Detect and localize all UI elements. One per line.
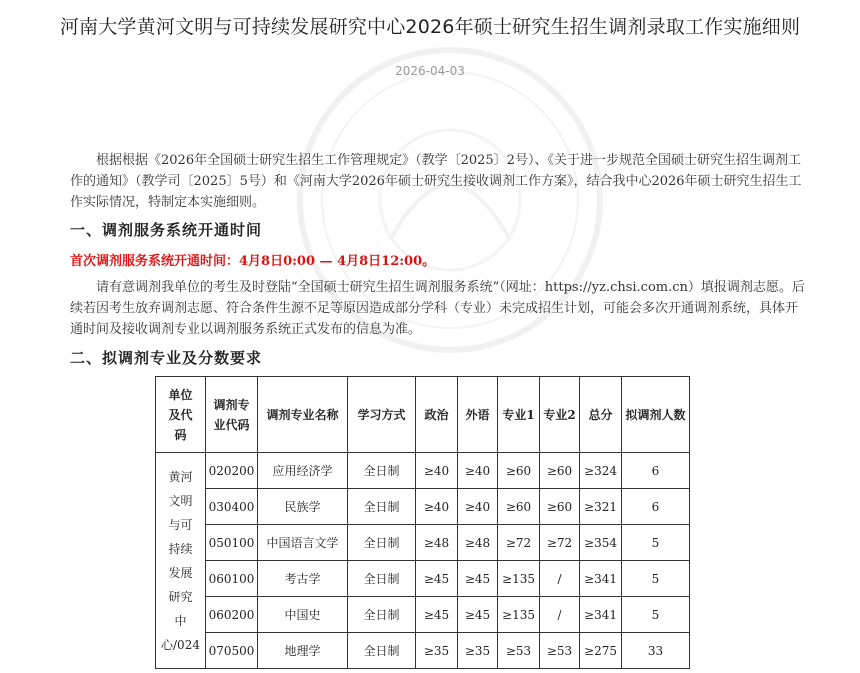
cell-code: 020200 — [206, 453, 258, 489]
cell-major1: ≥53 — [498, 633, 540, 669]
header-code-line: 调剂专 — [213, 397, 250, 412]
cell-name: 民族学 — [258, 489, 348, 525]
cell-foreign: ≥45 — [458, 561, 498, 597]
cell-major2: ≥53 — [540, 633, 580, 669]
unit-line: 持续 — [168, 541, 193, 556]
header-unit-line: 及代 — [168, 407, 193, 422]
table-row — [156, 561, 690, 597]
header-code — [206, 377, 258, 453]
unit-line: 黄河 — [168, 469, 193, 484]
cell-mode: 全日制 — [348, 561, 416, 597]
cell-foreign: ≥40 — [458, 489, 498, 525]
table-row — [156, 453, 690, 489]
page-title: 河南大学黄河文明与可持续发展研究中心2026年硕士研究生招生调剂录取工作实施细则 — [59, 16, 801, 38]
table-header-row — [156, 377, 690, 453]
cell-major2: ≥72 — [540, 525, 580, 561]
cell-politics: ≥45 — [416, 597, 458, 633]
section1-body: 请有意调剂我单位的考生及时登陆“全国硕士研究生招生调剂服务系统”（网址：https://yz.chsi.com.cn）填报调剂志愿。后续若因考生放弃调剂志愿、符合条件生源不足等原因造成部分学科（专业）未完成招生计划，可能会多次开通调剂系统，具体开通时间及接收调剂专业以调剂服务系统正式发布的信息为准。 — [70, 280, 805, 337]
cell-name: 中国语言文学 — [258, 525, 348, 561]
unit-line: 心/024 — [161, 637, 200, 652]
header-unit-line: 码 — [174, 427, 187, 442]
table-row — [156, 597, 690, 633]
unit-line: 研究 — [168, 589, 193, 604]
cell-foreign: ≥40 — [458, 453, 498, 489]
cell-count: 5 — [622, 561, 690, 597]
cell-major1: ≥135 — [498, 561, 540, 597]
cell-count: 33 — [622, 633, 690, 669]
cell-politics: ≥48 — [416, 525, 458, 561]
table-row — [156, 525, 690, 561]
cell-total: ≥324 — [580, 453, 622, 489]
open-time-notice: 首次调剂服务系统开通时间：4月8日0:00 — 4月8日12:00。 — [70, 254, 436, 269]
unit-line: 与可 — [168, 517, 193, 532]
cell-code: 030400 — [206, 489, 258, 525]
cell-major2: ≥60 — [540, 453, 580, 489]
cell-mode: 全日制 — [348, 525, 416, 561]
header-foreign: 外语 — [458, 377, 498, 453]
unit-cell — [156, 453, 206, 669]
cell-total: ≥321 — [580, 489, 622, 525]
cell-code: 060100 — [206, 561, 258, 597]
cell-count: 5 — [622, 525, 690, 561]
section-heading-2: 二、拟调剂专业及分数要求 — [70, 349, 263, 367]
cell-total: ≥341 — [580, 597, 622, 633]
header-code-line: 业代码 — [213, 417, 250, 432]
cell-count: 5 — [622, 597, 690, 633]
intro-paragraph: 根据根据《2026年全国硕士研究生招生工作管理规定》（教学〔2025〕2号）、《关于进一步规范全国硕士研究生招生调剂工作的通知》（教学司〔2025〕5号）和《河南大学2026年硕士研究生接收调剂工作方案》，结合我中心2026年硕士研究生招生工作实际情况，特制定本实施细则。 — [70, 153, 802, 210]
cell-major2: / — [540, 561, 580, 597]
header-unit — [156, 377, 206, 453]
cell-code: 050100 — [206, 525, 258, 561]
cell-name: 考古学 — [258, 561, 348, 597]
header-total: 总分 — [580, 377, 622, 453]
unit-line: 文明 — [168, 493, 193, 508]
header-major2: 专业2 — [540, 377, 580, 453]
section-heading-1: 一、调剂服务系统开通时间 — [70, 221, 263, 239]
cell-politics: ≥40 — [416, 453, 458, 489]
cell-mode: 全日制 — [348, 597, 416, 633]
cell-politics: ≥35 — [416, 633, 458, 669]
cell-name: 应用经济学 — [258, 453, 348, 489]
cell-mode: 全日制 — [348, 453, 416, 489]
cell-major1: ≥72 — [498, 525, 540, 561]
header-major1: 专业1 — [498, 377, 540, 453]
cell-total: ≥341 — [580, 561, 622, 597]
unit-line: 中 — [174, 613, 187, 628]
cell-major1: ≥60 — [498, 453, 540, 489]
cell-mode: 全日制 — [348, 633, 416, 669]
unit-line: 发展 — [168, 565, 193, 580]
cell-count: 6 — [622, 453, 690, 489]
cell-major1: ≥60 — [498, 489, 540, 525]
cell-major2: ≥60 — [540, 489, 580, 525]
header-unit-line: 单位 — [168, 387, 193, 402]
cell-major1: ≥135 — [498, 597, 540, 633]
cell-foreign: ≥45 — [458, 597, 498, 633]
cell-code: 070500 — [206, 633, 258, 669]
header-count: 拟调剂人数 — [622, 377, 690, 453]
header-politics: 政治 — [416, 377, 458, 453]
publish-date: 2026-04-03 — [395, 64, 465, 78]
cell-mode: 全日制 — [348, 489, 416, 525]
cell-code: 060200 — [206, 597, 258, 633]
cell-name: 中国史 — [258, 597, 348, 633]
cell-foreign: ≥35 — [458, 633, 498, 669]
cell-politics: ≥45 — [416, 561, 458, 597]
cell-total: ≥275 — [580, 633, 622, 669]
header-name: 调剂专业名称 — [258, 377, 348, 453]
table-row — [156, 489, 690, 525]
header-mode: 学习方式 — [348, 377, 416, 453]
table-row — [156, 633, 690, 669]
cell-foreign: ≥48 — [458, 525, 498, 561]
cell-major2: / — [540, 597, 580, 633]
cell-count: 6 — [622, 489, 690, 525]
adjustment-table — [155, 376, 690, 669]
cell-total: ≥354 — [580, 525, 622, 561]
cell-name: 地理学 — [258, 633, 348, 669]
cell-politics: ≥40 — [416, 489, 458, 525]
